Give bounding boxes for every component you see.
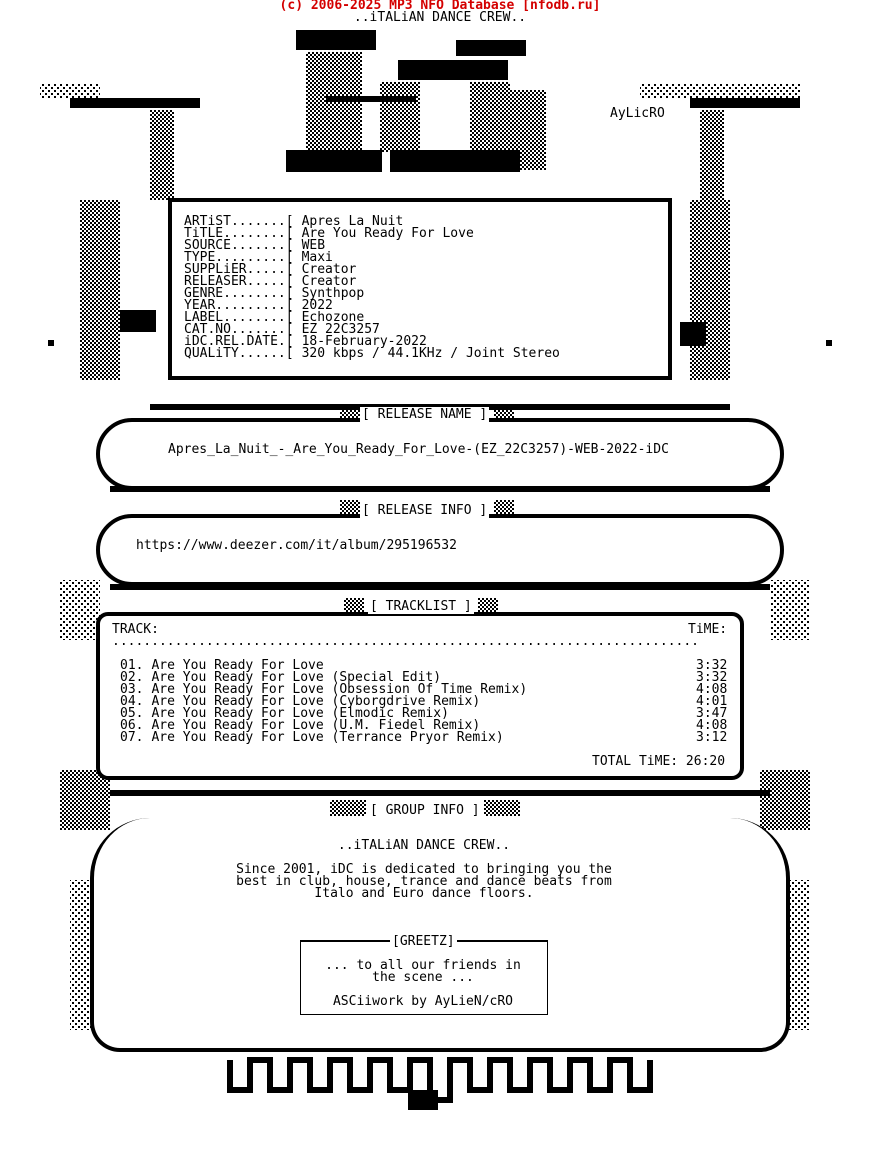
release-field-label: QUALiTY......[ <box>184 346 294 361</box>
release-field-label: iDC.REL.DATE.[ <box>184 334 294 349</box>
track-number: 03. <box>120 682 144 697</box>
release-info-url[interactable]: https://www.deezer.com/it/album/295196532 <box>136 538 457 553</box>
release-field-value: Maxi <box>301 250 333 265</box>
release-field-value: WEB <box>301 238 326 253</box>
greetz-line-2: the scene ... <box>372 970 474 985</box>
release-field-label: CAT.NO.......[ <box>184 322 294 337</box>
release-field-value: 320 kbps / 44.1KHz / Joint Stereo <box>301 346 560 361</box>
track-number: 05. <box>120 706 144 721</box>
track-title: Are You Ready For Love (Obsession Of Time Remix) <box>151 682 528 697</box>
release-field-value: Creator <box>301 262 357 277</box>
release-field-value: 2022 <box>301 298 333 313</box>
release-field-label: ARTiST.......[ <box>184 214 294 229</box>
tracklist-col-track: TRACK: <box>112 622 159 637</box>
track-title: Are You Ready For Love (Terrance Pryor Remix) <box>151 730 504 745</box>
release-field-label: RELEASER.....[ <box>184 274 294 289</box>
tracklist-dots: ........................................................................... <box>112 634 699 649</box>
release-info-title: [ RELEASE INFO ] <box>362 503 488 518</box>
track-time: 4:08 <box>696 682 728 697</box>
track-number: 02. <box>120 670 144 685</box>
track-title: Are You Ready For Love (Cyborgdrive Remix) <box>151 694 481 709</box>
release-field-label: LABEL........[ <box>184 310 294 325</box>
release-field-label: TiTLE........[ <box>184 226 294 241</box>
group-desc-1: Since 2001, iDC is dedicated to bringing you the <box>236 862 612 877</box>
release-field-label: YEAR.........[ <box>184 298 294 313</box>
tracklist-title: [ TRACKLIST ] <box>370 599 472 614</box>
release-name: Apres_La_Nuit_-_Are_You_Ready_For_Love-(EZ_22C3257)-WEB-2022-iDC <box>168 442 669 457</box>
release-field-label: SUPPLiER.....[ <box>184 262 294 277</box>
release-field-value: EZ 22C3257 <box>301 322 380 337</box>
release-field-label: SOURCE.......[ <box>184 238 294 253</box>
track-title: Are You Ready For Love (Special Edit) <box>151 670 442 685</box>
bottom-meander <box>230 1060 650 1100</box>
group-desc-2: best in club, house, trance and dance beats from <box>236 874 612 889</box>
release-field-value: Echozone <box>301 310 365 325</box>
track-time: 4:08 <box>696 718 728 733</box>
track-time: 4:01 <box>696 694 728 709</box>
nfodb-credit: (c) 2006-2025 MP3 NFO Database [nfodb.ru] <box>279 0 601 13</box>
crew-tagline: ..iTALiAN DANCE CREW.. <box>353 10 527 25</box>
track-title: Are You Ready For Love (U.M. Fiedel Remix) <box>151 718 481 733</box>
release-field-value: Creator <box>301 274 357 289</box>
track-number: 04. <box>120 694 144 709</box>
track-time: 3:32 <box>696 670 728 685</box>
group-crew: ..iTALiAN DANCE CREW.. <box>337 838 511 853</box>
group-info-title: [ GROUP INFO ] <box>370 803 480 818</box>
track-row <box>120 732 730 744</box>
track-title: Are You Ready For Love <box>151 658 324 673</box>
track-number: 07. <box>120 730 144 745</box>
release-field-value: Are You Ready For Love <box>301 226 474 241</box>
release-field-value: Synthpop <box>301 286 365 301</box>
greetz-line-1: ... to all our friends in <box>325 958 521 973</box>
track-time: 3:12 <box>696 730 728 745</box>
tracklist-col-time: TiME: <box>688 622 728 637</box>
release-name-title: [ RELEASE NAME ] <box>362 407 488 422</box>
total-time: TOTAL TiME: 26:20 <box>592 754 726 769</box>
idc-logo-art <box>286 30 546 172</box>
track-time: 3:47 <box>696 706 728 721</box>
track-title: Are You Ready For Love (Elmodic Remix) <box>151 706 449 721</box>
greetz-title: [GREETZ] <box>392 934 455 949</box>
art-signature: AyLicRO <box>610 106 665 121</box>
track-time: 3:32 <box>696 658 728 673</box>
release-field-value: Apres La Nuit <box>301 214 404 229</box>
release-field-row <box>184 348 560 360</box>
release-field-label: TYPE.........[ <box>184 250 294 265</box>
track-number: 01. <box>120 658 144 673</box>
release-field-value: 18-February-2022 <box>301 334 427 349</box>
group-desc-3: Italo and Euro dance floors. <box>314 886 534 901</box>
track-number: 06. <box>120 718 144 733</box>
ascii-credit: ASCiiwork by AyLieN/cRO <box>332 994 513 1009</box>
release-field-label: GENRE........[ <box>184 286 294 301</box>
